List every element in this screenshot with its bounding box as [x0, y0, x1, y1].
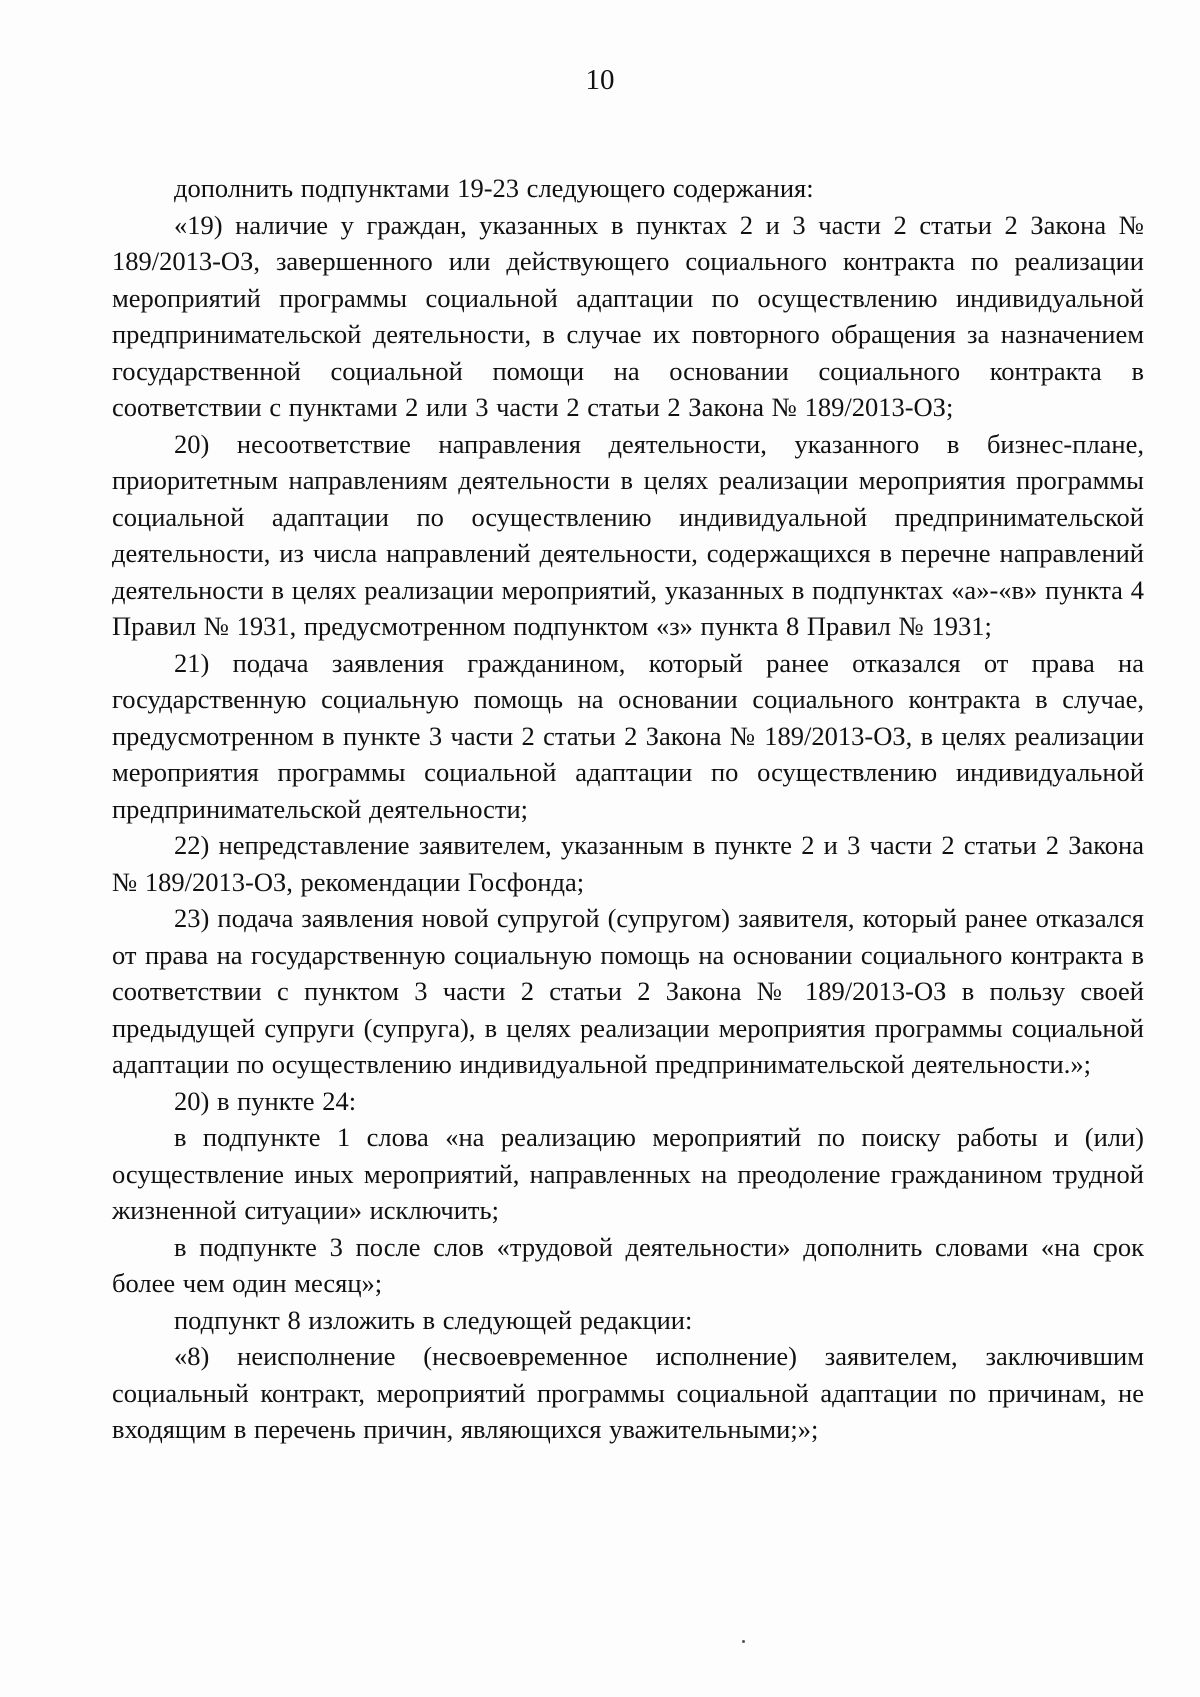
- paragraph-item-20: 20) несоответствие направления деятельности, указанного в бизнес-плане, приоритетным направлениям деятельности в целях реализации мероприятия программы социальной адаптации по осуществлению индивидуальной предпринимательской деятельности, из числа направлений деятельности, содержащихся в перечне направлений деятельности в целях реализации мероприятий, указанных в подпунктах «а»-«в» пункта 4 Правил № 1931, предусмотренном подпунктом «з» пункта 8 Правил № 1931;: [112, 428, 1144, 641]
- paragraph-item-22: 22) непредставление заявителем, указанным в пункте 2 и 3 части 2 статьи 2 Закона № 189/2013-ОЗ, рекомендации Госфонда;: [112, 830, 1144, 897]
- paragraph-subpoint-3: в подпункте 3 после слов «трудовой деятельности» дополнить словами «на срок более чем один месяц»;: [112, 1231, 1144, 1298]
- scan-speck: [742, 1640, 745, 1643]
- paragraph-item-23: 23) подача заявления новой супругой (супругом) заявителя, который ранее отказался от права на государственную социальную помощь на основании социального контракта в соответствии с пунктом 3 части 2 статьи 2 Закона № 189/2013-ОЗ в пользу своей предыдущей супруги (супруга), в целях реализации мероприятия программы социальной адаптации по осуществлению индивидуальной предпринимательской деятельности.»;: [112, 903, 1144, 1079]
- paragraph-intro: дополнить подпунктами 19-23 следующего содержания:: [174, 173, 814, 203]
- paragraph-point-24-heading: 20) в пункте 24:: [174, 1085, 357, 1116]
- paragraph-item-19: «19) наличие у граждан, указанных в пунктах 2 и 3 части 2 статьи 2 Закона № 189/2013-ОЗ, завершенного или действующего социального контракта по реализации мероприятий программы социальной адаптации по осуществлению индивидуальной предпринимательской деятельности, в случае их повторного обращения за назначением государственной социальной помощи на основании социального контракта в соответствии с пунктами 2 или 3 части 2 статьи 2 Закона № 189/2013-ОЗ;: [112, 209, 1144, 422]
- paragraph-subpoint-1: в подпункте 1 слова «на реализацию мероприятий по поиску работы и (или) осуществление иных мероприятий, направленных на преодоление гражданином трудной жизненной ситуации» исключить;: [112, 1122, 1144, 1225]
- page-number: 10: [585, 64, 615, 96]
- paragraph-subpoint-8-intro: подпункт 8 изложить в следующей редакции:: [174, 1304, 693, 1335]
- paragraph-subpoint-8-text: «8) неисполнение (несвоевременное исполнение) заявителем, заключившим социальный контракт, мероприятий программы социальной адаптации по причинам, не входящим в перечень причин, являющихся уважительными;»;: [112, 1341, 1144, 1444]
- paragraph-item-21: 21) подача заявления гражданином, который ранее отказался от права на государственную социальную помощь на основании социального контракта в случае, предусмотренном в пункте 3 части 2 статьи 2 Закона № 189/2013-ОЗ, в целях реализации мероприятия программы социальной адаптации по осуществлению индивидуальной предпринимательской деятельности;: [112, 647, 1144, 824]
- document-body: [112, 170, 1144, 1448]
